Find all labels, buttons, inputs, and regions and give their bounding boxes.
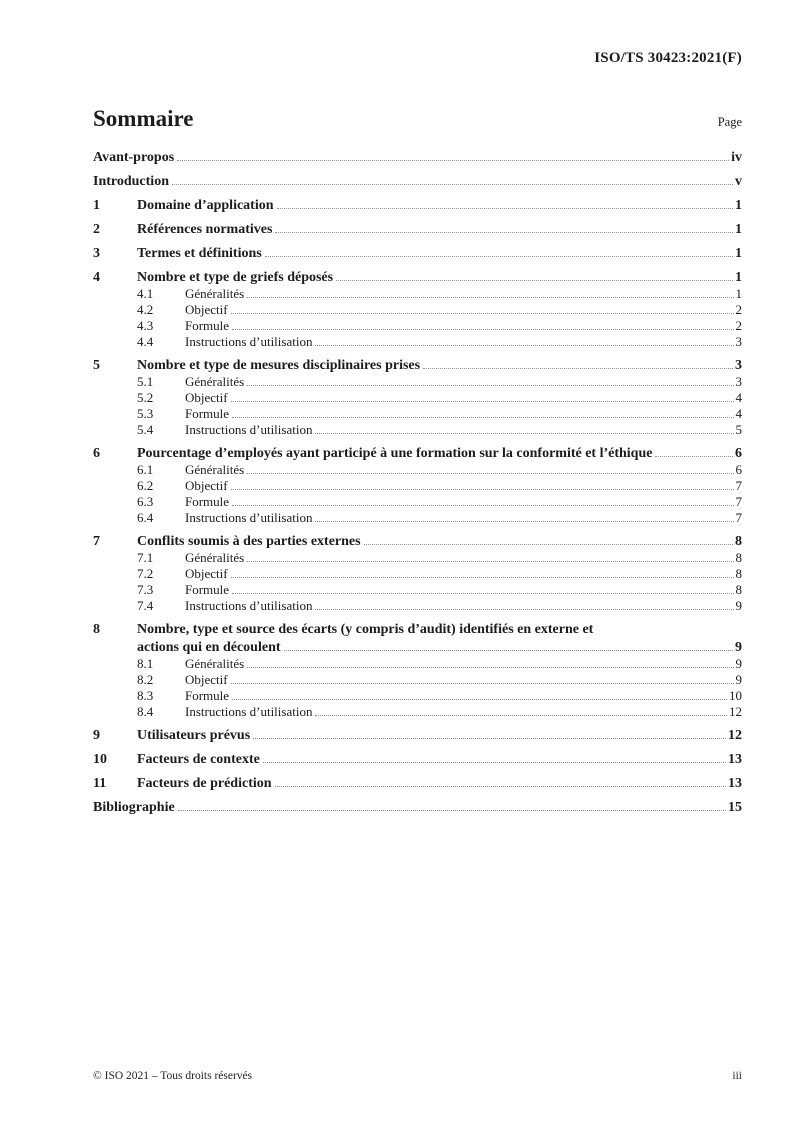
toc-entry [93,598,742,614]
toc-leader-dots [231,680,734,684]
toc-entry [93,357,742,374]
toc-entry-title: Nombre, type et source des écarts (y compris d’audit) identifiés en externe et [137,622,594,637]
toc-leader-dots [178,807,726,811]
toc-entry-page: 15 [728,800,742,815]
toc-entry-page: 9 [735,672,742,687]
toc-leader-dots [315,606,733,610]
toc-leader-dots [284,647,733,651]
toc-entry-title: Avant-propos [93,150,175,165]
toc-entry [93,149,742,166]
toc-leader-dots [655,453,733,457]
toc-entry-page: 3 [735,358,742,373]
toc-entry [93,390,742,406]
toc-entry-title: Facteurs de contexte [137,752,260,767]
document-reference: ISO/TS 30423:2021(F) [594,50,742,66]
toc-entry [93,550,742,566]
toc-entry [93,422,742,438]
toc-entry [93,269,742,286]
toc-leader-dots [315,342,733,346]
toc-leader-dots [275,783,726,787]
toc-entry [93,672,742,688]
toc-leader-dots [336,277,733,281]
toc-entry-number: 4.1 [137,286,154,301]
toc-entry-page: 13 [728,752,742,767]
page-footer [93,1070,742,1082]
toc-entry-title: Domaine d’application [137,198,274,213]
toc-entry-page: 1 [735,286,742,301]
toc-leader-dots [423,365,733,369]
toc-entry-number: 8.4 [137,704,154,719]
toc-entry-page: 8 [735,566,742,581]
toc-entry-page: 9 [735,640,742,655]
toc-entry [93,406,742,422]
toc-entry [93,704,742,720]
toc-leader-dots [247,558,733,562]
toc-leader-dots [232,590,733,594]
toc-entry-page: 1 [735,270,742,285]
toc-entry-number: 1 [93,198,100,213]
toc-entry-page: 4 [735,390,742,405]
toc-entry-title: Formule [185,582,230,597]
toc-entry [93,245,742,262]
toc-entry [93,462,742,478]
toc-entry [93,751,742,768]
toc-entry-number: 9 [93,728,100,743]
toc-entry-page: 5 [735,422,742,437]
toc-entry [93,318,742,334]
toc-leader-dots [231,310,734,314]
toc-entry-title: Bibliographie [93,800,175,815]
toc-leader-dots [231,486,734,490]
toc-entry-number: 5.2 [137,390,154,405]
toc-entry-title: Facteurs de prédiction [137,776,272,791]
toc-entry-number: 8 [93,622,100,637]
toc-entry-number: 3 [93,246,100,261]
toc-entry-number: 6.2 [137,478,154,493]
toc-entry-page: iv [731,150,742,165]
toc-entry-page: 2 [735,302,742,317]
toc-entry-title: Pourcentage d’employés ayant participé à une formation sur la conformité et l’éthique [137,446,653,461]
toc-entry-title: Formule [185,406,230,421]
toc-entry-page: 4 [735,406,742,421]
toc-leader-dots [275,229,733,233]
page-column-label: Page [717,115,742,129]
toc-entry-page: 8 [735,534,742,549]
toc-entry-page: 10 [729,688,742,703]
toc-entry-number: 6 [93,446,100,461]
toc-entry-page: 2 [735,318,742,333]
toc-entry [93,656,742,672]
toc-entry-page: 3 [735,334,742,349]
toc-entry-title: Utilisateurs prévus [137,728,251,743]
toc-entry [93,197,742,214]
toc-entry-number: 6.4 [137,510,154,525]
toc-title: Sommaire [93,106,194,131]
toc-entry [93,775,742,792]
toc-entry-title: Instructions d’utilisation [185,334,313,349]
toc-entry [93,621,742,638]
toc-entry-page: 6 [735,462,742,477]
toc-entry-title: Instructions d’utilisation [185,598,313,613]
toc-entry-title: Objectif [185,390,228,405]
toc-header [93,106,742,132]
toc-leader-dots [315,518,733,522]
toc-leader-dots [232,696,727,700]
toc-entry-page: 8 [735,550,742,565]
toc-entry-number: 5.3 [137,406,154,421]
toc-leader-dots [247,470,733,474]
toc-leader-dots [232,502,733,506]
toc-entry-title: Objectif [185,566,228,581]
toc-entry-list [93,149,742,816]
toc-entry [93,533,742,550]
toc-leader-dots [364,541,733,545]
toc-entry-page: 12 [728,728,742,743]
toc-entry [93,302,742,318]
toc-entry-page: 7 [735,510,742,525]
toc-leader-dots [247,294,733,298]
toc-entry [93,334,742,350]
toc-entry-title: Formule [185,688,230,703]
toc-entry-number: 2 [93,222,100,237]
toc-entry-title: Introduction [93,174,169,189]
table-of-contents [93,106,742,816]
toc-leader-dots [253,735,726,739]
toc-entry-title: Conflits soumis à des parties externes [137,534,361,549]
toc-entry [93,727,742,744]
toc-entry-page: 1 [735,246,742,261]
toc-leader-dots [265,253,733,257]
toc-entry-title: Généralités [185,374,245,389]
toc-entry-number: 7.4 [137,598,154,613]
toc-entry-number: 4.4 [137,334,154,349]
toc-entry [93,445,742,462]
toc-entry-number: 7.3 [137,582,154,597]
toc-entry [93,286,742,302]
toc-entry [93,478,742,494]
toc-entry-title: Termes et définitions [137,246,262,261]
toc-entry-page: 12 [729,704,742,719]
toc-entry-number: 10 [93,752,107,767]
toc-entry [93,566,742,582]
toc-entry-number: 8.1 [137,656,154,671]
toc-entry-number: 5.1 [137,374,154,389]
toc-entry-title: Généralités [185,550,245,565]
toc-entry-title: Références normatives [137,222,273,237]
toc-entry-title: Objectif [185,302,228,317]
toc-entry-number: 7.1 [137,550,154,565]
toc-leader-dots [231,398,734,402]
toc-entry [93,688,742,704]
toc-leader-dots [232,414,733,418]
toc-entry [93,799,742,816]
toc-entry [93,374,742,390]
toc-leader-dots [247,664,733,668]
toc-entry-number: 8.2 [137,672,154,687]
toc-entry-number: 8.3 [137,688,154,703]
toc-entry-page: 7 [735,494,742,509]
toc-leader-dots [315,430,733,434]
toc-entry-title: Formule [185,318,230,333]
toc-entry-title: Généralités [185,462,245,477]
toc-entry-number: 6.1 [137,462,154,477]
toc-entry-number: 11 [93,776,107,791]
toc-entry-page: 8 [735,582,742,597]
toc-entry-title: actions qui en découlent [137,640,281,655]
toc-entry-number: 4.3 [137,318,154,333]
toc-entry-page: 7 [735,478,742,493]
toc-entry-page: 1 [735,198,742,213]
toc-entry-number: 4 [93,270,100,285]
toc-leader-dots [247,382,733,386]
toc-entry-number: 4.2 [137,302,154,317]
toc-entry-number: 5 [93,358,100,373]
toc-leader-dots [231,574,734,578]
toc-entry-title: Nombre et type de mesures disciplinaires prises [137,358,421,373]
toc-entry [93,510,742,526]
toc-entry-title: Instructions d’utilisation [185,422,313,437]
toc-entry-page: 9 [735,598,742,613]
toc-leader-dots [172,181,733,185]
toc-entry-page: 1 [735,222,742,237]
toc-entry-number: 6.3 [137,494,154,509]
toc-entry-title: Généralités [185,656,245,671]
toc-entry-number: 7.2 [137,566,154,581]
toc-entry-page: 6 [735,446,742,461]
toc-entry-title: Formule [185,494,230,509]
toc-entry-number: 5.4 [137,422,154,437]
toc-leader-dots [177,157,729,161]
toc-entry [93,221,742,238]
toc-entry [93,582,742,598]
toc-entry-page: 3 [735,374,742,389]
toc-entry-title: Objectif [185,672,228,687]
toc-entry-title: Généralités [185,286,245,301]
toc-entry-title: Instructions d’utilisation [185,510,313,525]
toc-leader-dots [263,759,726,763]
copyright-notice: © ISO 2021 – Tous droits réservés [93,1070,253,1082]
toc-entry-page: v [735,174,742,189]
toc-entry [93,494,742,510]
toc-entry [93,173,742,190]
toc-entry-title: Nombre et type de griefs déposés [137,270,334,285]
toc-entry-title: Objectif [185,478,228,493]
folio-page-number: iii [732,1070,742,1082]
toc-entry [93,639,742,656]
toc-entry-page: 13 [728,776,742,791]
toc-entry-page: 9 [735,656,742,671]
toc-leader-dots [277,205,733,209]
toc-entry-number: 7 [93,534,100,549]
toc-leader-dots [232,326,733,330]
toc-leader-dots [315,712,727,716]
toc-entry-title: Instructions d’utilisation [185,704,313,719]
